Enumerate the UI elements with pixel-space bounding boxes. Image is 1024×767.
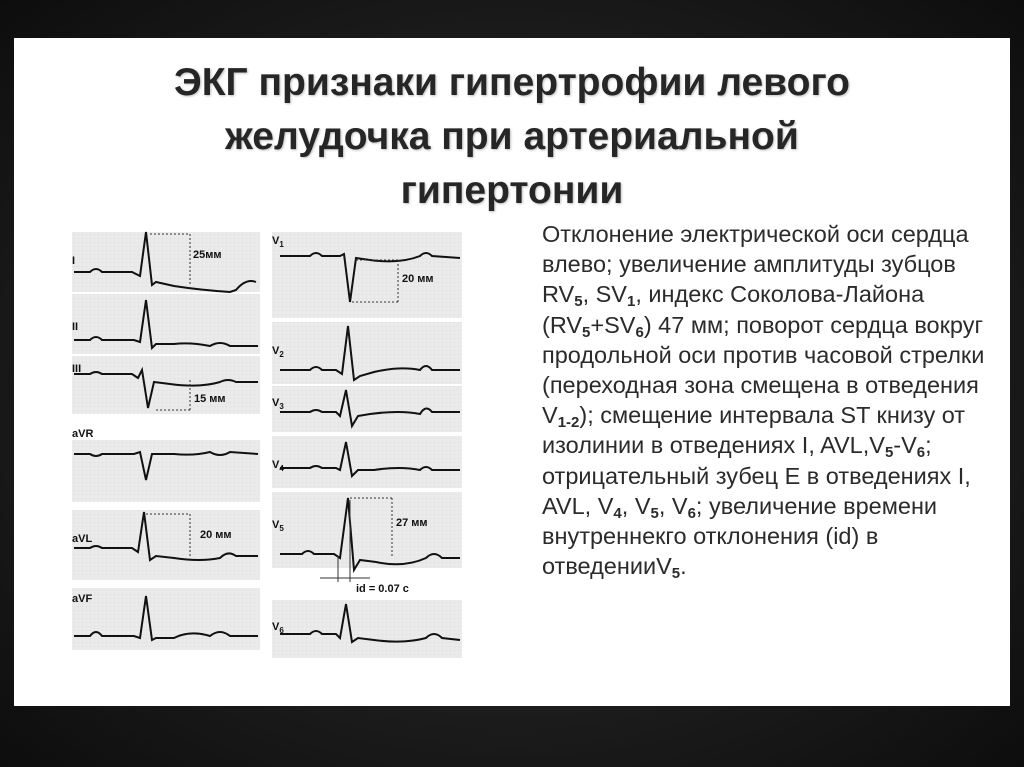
lead-aVR-panel: [72, 428, 260, 502]
desc-part: , SV: [582, 281, 627, 308]
title-line-2: желудочка при артериальной: [225, 115, 799, 158]
lead-label-II: II: [72, 321, 79, 333]
ecg-figure: [70, 230, 470, 670]
desc-part: +SV: [590, 311, 636, 338]
desc-part: , V: [621, 492, 651, 519]
desc-part: , индекс Соколова-Лайона (RV: [542, 281, 925, 338]
measure-id-V5: id = 0.07 с: [356, 583, 409, 595]
lead-label-aVL: aVL: [72, 533, 93, 545]
lead-V6-panel: [272, 600, 462, 658]
lead-V3-panel: [272, 386, 462, 432]
desc-part: Отклонение электрической оси сердца влево; увеличение амплитуды зубцов RV: [542, 221, 969, 308]
desc-sub: 6: [916, 444, 926, 462]
lead-V1-panel: [272, 232, 462, 318]
desc-part: ); смещение интервала ST книзу от изолинии в отведениях I, AVL,V: [542, 402, 966, 459]
lead-label-I: I: [72, 255, 76, 267]
lead-V2-panel: [272, 322, 462, 384]
lead-label-V6: $V_6$: [272, 621, 284, 635]
measure-lead-aVL: 20 мм: [200, 529, 232, 541]
desc-sub: 5: [671, 565, 681, 583]
title-line-3: гипертонии: [400, 169, 624, 212]
lead-I-panel: [72, 232, 260, 292]
lead-aVF-panel: [72, 588, 260, 650]
desc-part: ) 47 мм; поворот сердца вокруг продольной оси против часовой стрелки (переходная зона смещена в отведения V: [542, 311, 985, 429]
desc-sub: 4: [613, 504, 622, 522]
desc-sub: 6: [687, 504, 696, 522]
lead-II-panel: [72, 294, 260, 354]
lead-label-V3: $V_3$: [272, 397, 284, 411]
lead-label-V5: $V_5$: [272, 519, 284, 533]
measure-lead-V1: 20 мм: [402, 273, 434, 285]
lead-V4-panel: [272, 436, 462, 488]
desc-part: , V: [658, 492, 688, 519]
desc-part: ; отрицательный зубец Е в отведениях I, AVL, V: [542, 432, 971, 519]
desc-sub: 5: [574, 293, 583, 311]
desc-sub: 5: [884, 444, 894, 462]
measure-lead-V5: 27 мм: [396, 517, 428, 529]
title-line-1: ЭКГ признаки гипертрофии левого: [173, 61, 851, 104]
lead-III-panel: [72, 356, 260, 414]
desc-part: ; увеличение времени внутреннекго отклонения (id) в отведенииV: [542, 492, 938, 580]
measure-lead-III: 15 мм: [194, 393, 226, 405]
slide: [14, 38, 1010, 706]
lead-V5-panel: [272, 492, 462, 595]
lead-label-V4: $V_4$: [272, 459, 284, 473]
lead-aVL-panel: [72, 510, 260, 580]
desc-part: .: [680, 553, 687, 580]
ecg-diagram: [70, 230, 470, 670]
description-text: [542, 219, 992, 581]
desc-sub: 1-2: [557, 414, 580, 432]
desc-sub: 6: [635, 323, 644, 341]
desc-sub: 1: [627, 293, 636, 311]
desc-part: -V: [893, 432, 917, 459]
lead-label-V1: $V_1$: [272, 235, 284, 249]
desc-sub: 5: [650, 504, 659, 522]
lead-label-V2: $V_2$: [272, 345, 284, 359]
page-title: [14, 56, 1010, 218]
desc-sub: 5: [582, 323, 591, 341]
measure-lead-I: 25мм: [193, 249, 222, 261]
lead-label-aVR: aVR: [72, 428, 94, 440]
lead-label-III: III: [72, 363, 82, 375]
lead-label-aVF: aVF: [72, 593, 93, 605]
